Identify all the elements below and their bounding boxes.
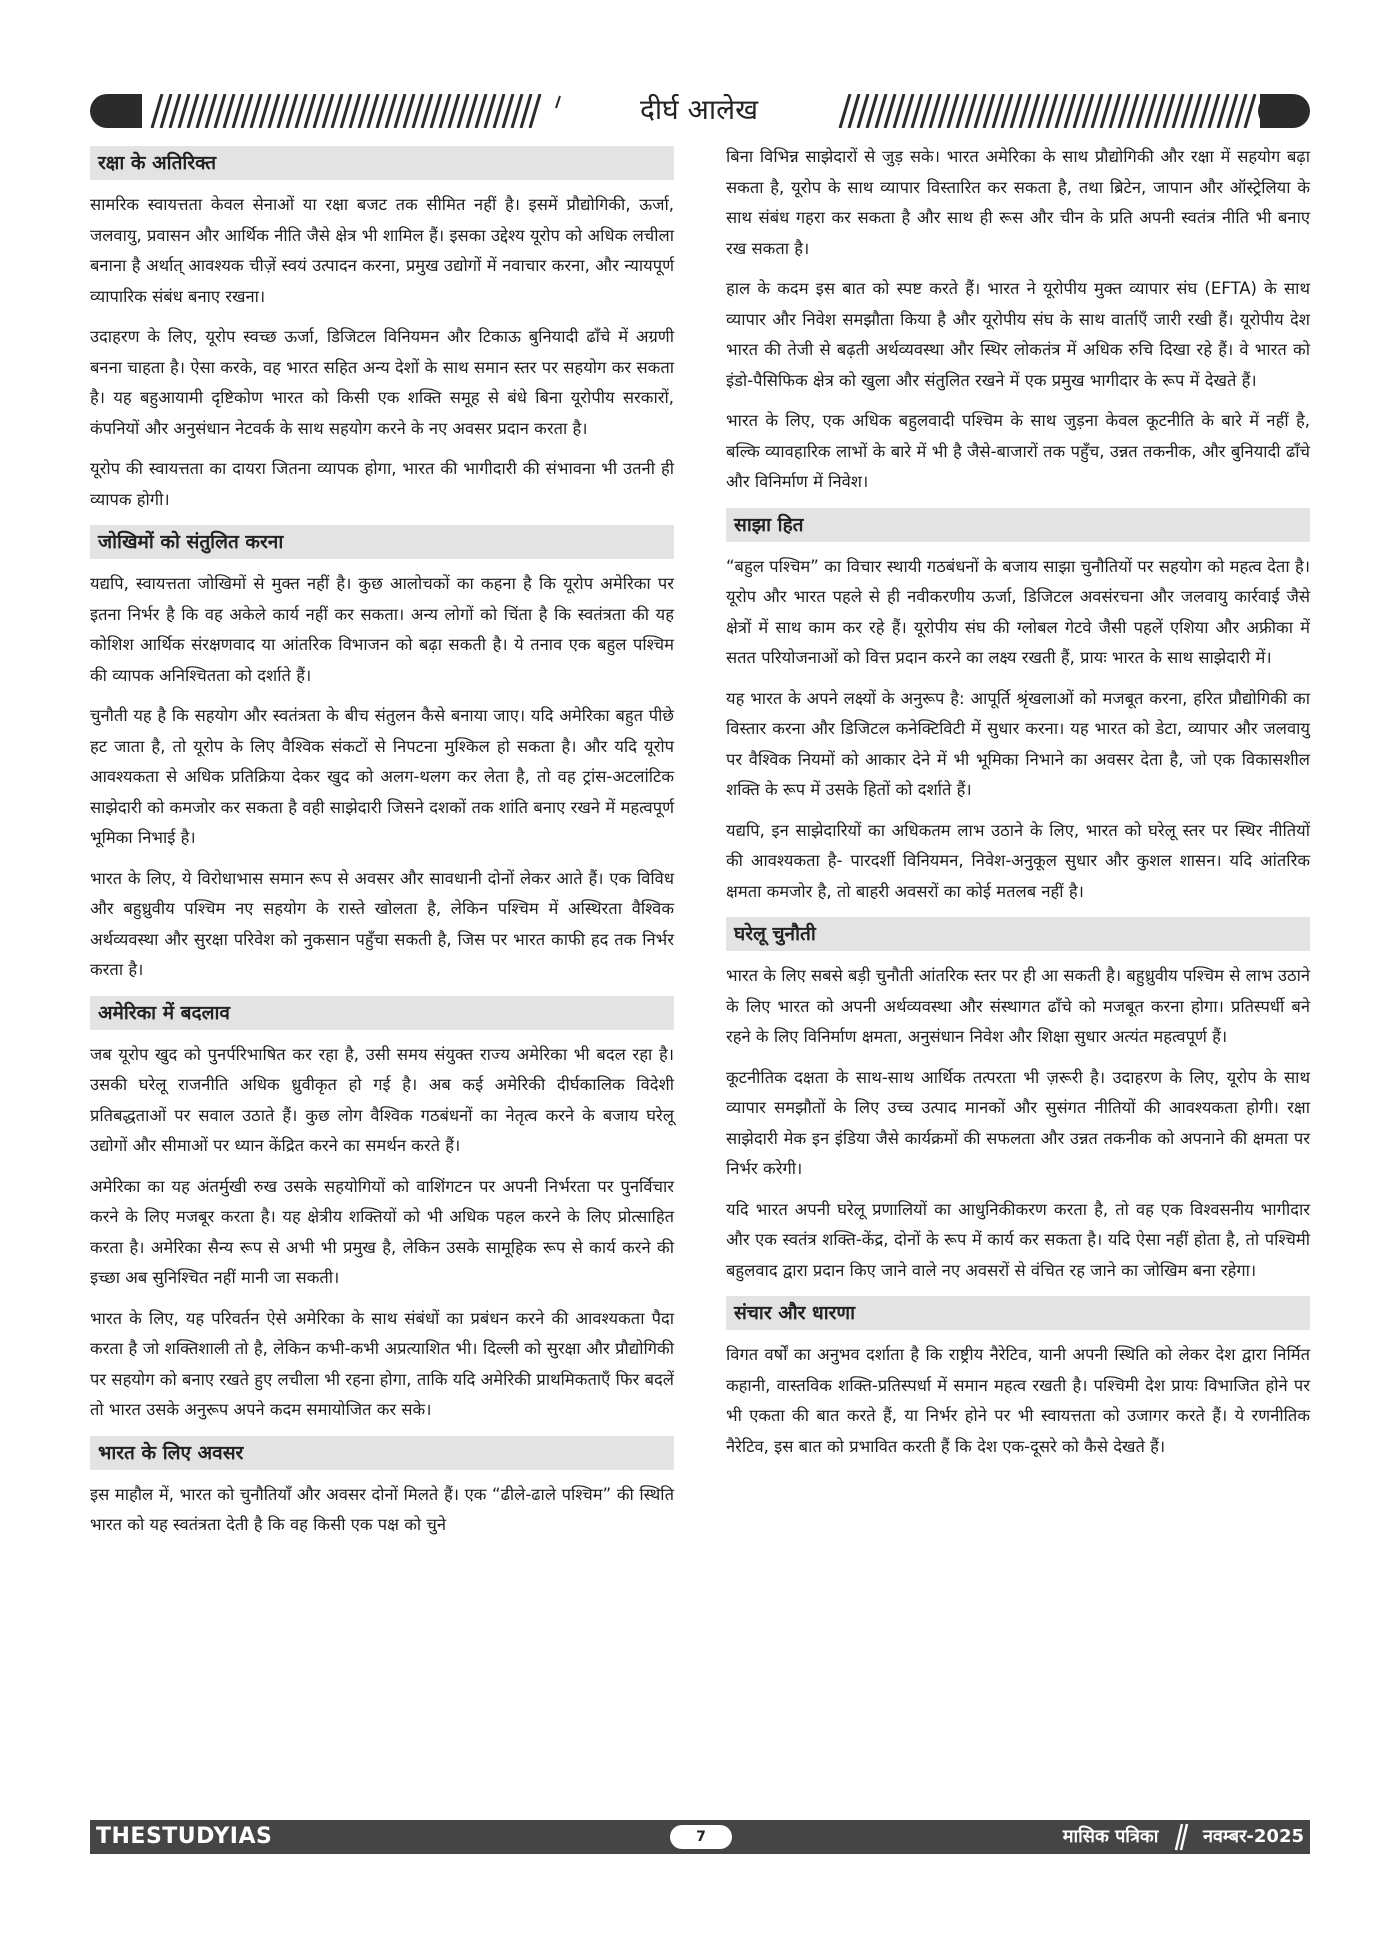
section-heading: घरेलू चुनौती xyxy=(726,917,1310,951)
paragraph: विगत वर्षों का अनुभव दर्शाता है कि राष्ट्रीय नैरेटिव, यानी अपनी स्थिति को लेकर देश द्वारा निर्मित कहानी, वास्तविक शक्ति-प्रतिस्पर्धा में समान महत्व रखती है। पश्चिमी देश प्रायः विभाजित होने पर भी एकता की बात करते हैं, या निर्भर होने पर भी स्वायत्तता को उजागर करते हैं। ये रणनीतिक नैरेटिव, इस बात को प्रभावित करती हैं कि देश एक-दूसरे को कैसे देखते हैं। xyxy=(726,1345,1310,1456)
paragraph: चुनौती यह है कि सहयोग और स्वतंत्रता के बीच संतुलन कैसे बनाया जाए। यदि अमेरिका बहुत पीछे हट जाता है, तो यूरोप के लिए वैश्विक संकटों से निपटना मुश्किल हो सकता है। और यदि यूरोप आवश्यकता से अधिक प्रतिक्रिया देकर खुद को अलग-थलग कर लेता है, तो वह ट्रांस-अटलांटिक साझेदारी को कमजोर कर सकता है वही साझेदारी जिसने दशकों तक शांति बनाए रखने में महत्वपूर्ण भूमिका निभाई है। xyxy=(90,706,674,847)
paragraph: यद्यपि, स्वायत्तता जोखिमों से मुक्त नहीं है। कुछ आलोचकों का कहना है कि यूरोप अमेरिका पर इतना निर्भर है कि वह अकेले कार्य नहीं कर सकता। अन्य लोगों को चिंता है कि स्वतंत्रता की यह कोशिश आर्थिक संरक्षणवाद या आंतरिक विभाजन को बढ़ा सकती है। ये तनाव एक बहुल पश्चिम की व्यापक अनिश्चितता को दर्शाते हैं। xyxy=(90,574,675,685)
paragraph: भारत के लिए, एक अधिक बहुलवादी पश्चिम के साथ जुड़ना केवल कूटनीति के बारे में नहीं है, बल्कि व्यावहारिक लाभों के बारे में भी है जैसे-बाजारों तक पहुँच, उन्नत तकनीक, और बुनियादी ढाँचे और विनिर्माण में निवेश। xyxy=(726,411,1310,491)
paragraph: कूटनीतिक दक्षता के साथ-साथ आर्थिक तत्परता भी ज़रूरी है। उदाहरण के लिए, यूरोप के साथ व्यापार समझौतों के लिए उच्च उत्पाद मानकों और सुसंगत नीतियों की आवश्यकता होगी। रक्षा साझेदारी मेक इन इंडिया जैसे कार्यक्रमों की सफलता और उन्नत तकनीक को अपनाने की क्षमता पर निर्भर करेगी। xyxy=(726,1067,1310,1178)
paragraph: हाल के कदम इस बात को स्पष्ट करते हैं। भारत ने यूरोपीय मुक्त व्यापार संघ (EFTA) के साथ व्यापार और निवेश समझौता किया है और यूरोपीय संघ के साथ वार्ताएँ जारी रखी हैं। यूरोपीय देश भारत की तेजी से बढ़ती अर्थव्यवस्था और स्थिर लोकतंत्र में अधिक रुचि दिखा रहे हैं। वे भारत को इंडो-पैसिफिक क्षेत्र को खुला और संतुलित रखने में एक प्रमुख भागीदार के रूप में देखते हैं। xyxy=(726,279,1310,390)
brand-logo-text: THESTUDYIAS xyxy=(96,1824,273,1849)
section-heading: रक्षा के अतिरिक्त xyxy=(90,146,674,180)
paragraph: जब यूरोप खुद को पुनर्परिभाषित कर रहा है, उसी समय संयुक्त राज्य अमेरिका भी बदल रहा है। उसकी घरेलू राजनीति अधिक ध्रुवीकृत हो गई है। अब कई अमेरिकी दीर्घकालिक विदेशी प्रतिबद्धताओं पर सवाल उठाते हैं। कुछ लोग वैश्विक गठबंधनों का नेतृत्व करने के बजाय घरेलू उद्योगों और सीमाओं पर ध्यान केंद्रित करने का समर्थन करते हैं। xyxy=(90,1044,674,1155)
paragraph: भारत के लिए सबसे बड़ी चुनौती आंतरिक स्तर पर ही आ सकती है। बहुध्रुवीय पश्चिम से लाभ उठाने के लिए भारत को अपनी अर्थव्यवस्था और संस्थागत ढाँचे को मजबूत करना होगा। प्रतिस्पर्धी बने रहने के लिए विनिर्माण क्षमता, अनुसंधान निवेश और शिक्षा सुधार अत्यंत महत्वपूर्ण हैं। xyxy=(726,966,1310,1046)
paragraph: बिना विभिन्न साझेदारों से जुड़ सके। भारत अमेरिका के साथ प्रौद्योगिकी और रक्षा में सहयोग बढ़ा सकता है, यूरोप के साथ व्यापार विस्तारित कर सकता है, तथा ब्रिटेन, जापान और ऑस्ट्रेलिया के साथ संबंध गहरा कर सकता है और साथ ही रूस और चीन के प्रति अपनी स्वतंत्र नीति भी बनाए रख सकता है। xyxy=(726,147,1310,258)
section-title: दीर्घ आलेख xyxy=(639,93,759,126)
header-stripe-right xyxy=(830,94,1310,128)
section-heading: जोखिमों को संतुलित करना xyxy=(90,525,674,559)
right-column xyxy=(726,142,1310,1472)
section-heading: साझा हित xyxy=(726,508,1310,542)
section-heading: अमेरिका में बदलाव xyxy=(90,996,674,1030)
paragraph: सामरिक स्वायत्तता केवल सेनाओं या रक्षा बजट तक सीमित नहीं है। इसमें प्रौद्योगिकी, ऊर्जा, जलवायु, प्रवासन और आर्थिक नीति जैसे क्षेत्र भी शामिल हैं। इसका उद्देश्य यूरोप को अधिक लचीला बनाना है अर्थात् आवश्यक चीज़ें स्वयं उत्पादन करना, प्रमुख उद्योगों में नवाचार करना, और न्यायपूर्ण व्यापारिक संबंध बनाए रखना। xyxy=(90,195,674,306)
paragraph: भारत के लिए, यह परिवर्तन ऐसे अमेरिका के साथ संबंधों का प्रबंधन करने की आवश्यकता पैदा करता है जो शक्तिशाली तो है, लेकिन कभी-कभी अप्रत्याशित भी। दिल्ली को सुरक्षा और प्रौद्योगिकी पर सहयोग को बनाए रखते हुए लचीला भी रहना होगा, ताकि यदि अमेरिकी प्राथमिकताएँ फिर बदलें तो भारत उसके अनुरूप अपने कदम समायोजित कर सके। xyxy=(90,1308,674,1419)
paragraph: यह भारत के अपने लक्ष्यों के अनुरूप है: आपूर्ति श्रृंखलाओं को मजबूत करना, हरित प्रौद्योगिकी का विस्तार करना और डिजिटल कनेक्टिविटी में सुधार करना। यह भारत को डेटा, व्यापार और जलवायु पर वैश्विक नियमों को आकार देने में भी भूमिका निभाने का अवसर देता है, जो एक विकासशील शक्ति के रूप में उसके हितों को दर्शाते हैं। xyxy=(726,688,1310,799)
page-footer xyxy=(90,1820,1310,1854)
paragraph: यदि भारत अपनी घरेलू प्रणालियों का आधुनिकीकरण करता है, तो वह एक विश्वसनीय भागीदार और एक स्वतंत्र शक्ति-केंद्र, दोनों के रूप में कार्य कर सकता है। यदि ऐसा नहीं होता है, तो पश्चिमी बहुलवाद द्वारा प्रदान किए जाने वाले नए अवसरों से वंचित रह जाने का जोखिम बना रहेगा। xyxy=(726,1199,1310,1280)
paragraph: अमेरिका का यह अंतर्मुखी रुख उसके सहयोगियों को वाशिंगटन पर अपनी निर्भरता पर पुनर्विचार करने के लिए मजबूर करता है। यह क्षेत्रीय शक्तियों को भी अधिक पहल करने के लिए प्रोत्साहित करता है। अमेरिका सैन्य रूप से अभी भी प्रमुख है, लेकिन उसके सामूहिक रूप से कार्य करने की इच्छा अब सुनिश्चित नहीं मानी जा सकती। xyxy=(90,1176,674,1287)
section-heading: संचार और धारणा xyxy=(726,1296,1310,1330)
page-number: 7 xyxy=(670,1825,732,1849)
paragraph: उदाहरण के लिए, यूरोप स्वच्छ ऊर्जा, डिजिटल विनियमन और टिकाऊ बुनियादी ढाँचे में अग्रणी बनना चाहता है। ऐसा करके, वह भारत सहित अन्य देशों के साथ समान स्तर पर सहयोग कर सकता है। यह बहुआयामी दृष्टिकोण भारत को किसी एक शक्ति समूह से बंधे बिना यूरोपीय सरकारों, कंपनियों और अनुसंधान नेटवर्क के साथ सहयोग करने के नए अवसर प्रदान करता है। xyxy=(90,327,674,438)
paragraph: यूरोप की स्वायत्तता का दायरा जितना व्यापक होगा, भारत की भागीदारी की संभावना भी उतनी ही व्यापक होगी। xyxy=(90,459,674,509)
paragraph: भारत के लिए, ये विरोधाभास समान रूप से अवसर और सावधानी दोनों लेकर आते हैं। एक विविध और बहुध्रुवीय पश्चिम नए सहयोग के रास्ते खोलता है, लेकिन पश्चिम में अस्थिरता वैश्विक अर्थव्यवस्था और सुरक्षा परिवेश को नुकसान पहुँचा सकती है, जिस पर भारत काफी हद तक निर्भर करता है। xyxy=(90,868,674,979)
paragraph: इस माहौल में, भारत को चुनौतियाँ और अवसर दोनों मिलते हैं। एक “ढीले-ढाले पश्चिम” की स्थिति भारत को यह स्वतंत्रता देती है कि वह किसी एक पक्ष को चुने xyxy=(90,1484,674,1534)
left-column xyxy=(90,142,674,1551)
magazine-info xyxy=(1063,1820,1304,1854)
section-heading: भारत के लिए अवसर xyxy=(90,1436,674,1470)
paragraph: “बहुल पश्चिम” का विचार स्थायी गठबंधनों के बजाय साझा चुनौतियों पर सहयोग को महत्व देता है। यूरोप और भारत पहले से ही नवीकरणीय ऊर्जा, डिजिटल अवसंरचना और जलवायु कार्रवाई जैसे क्षेत्रों में साथ काम कर रहे हैं। यूरोपीय संघ की ग्लोबल गेटवे जैसी पहलें एशिया और अफ्रीका में सतत परियोजनाओं को वित्त प्रदान करने का लक्ष्य रखती हैं, प्रायः भारत के साथ साझेदारी में। xyxy=(726,556,1310,667)
page-header xyxy=(90,90,1310,130)
header-stripe-left xyxy=(90,94,568,128)
magazine-name: मासिक पत्रिका xyxy=(1062,1826,1159,1847)
paragraph: यद्यपि, इन साझेदारियों का अधिकतम लाभ उठाने के लिए, भारत को घरेलू स्तर पर स्थिर नीतियों की आवश्यकता है- पारदर्शी विनियमन, निवेश-अनुकूल सुधार और कुशल शासन। यदि आंतरिक क्षमता कमजोर है, तो बाहरी अवसरों का कोई मतलब नहीं है। xyxy=(726,820,1310,901)
issue-date: नवम्बर-2025 xyxy=(1202,1826,1304,1847)
slash-separator-icon xyxy=(1171,1822,1191,1852)
